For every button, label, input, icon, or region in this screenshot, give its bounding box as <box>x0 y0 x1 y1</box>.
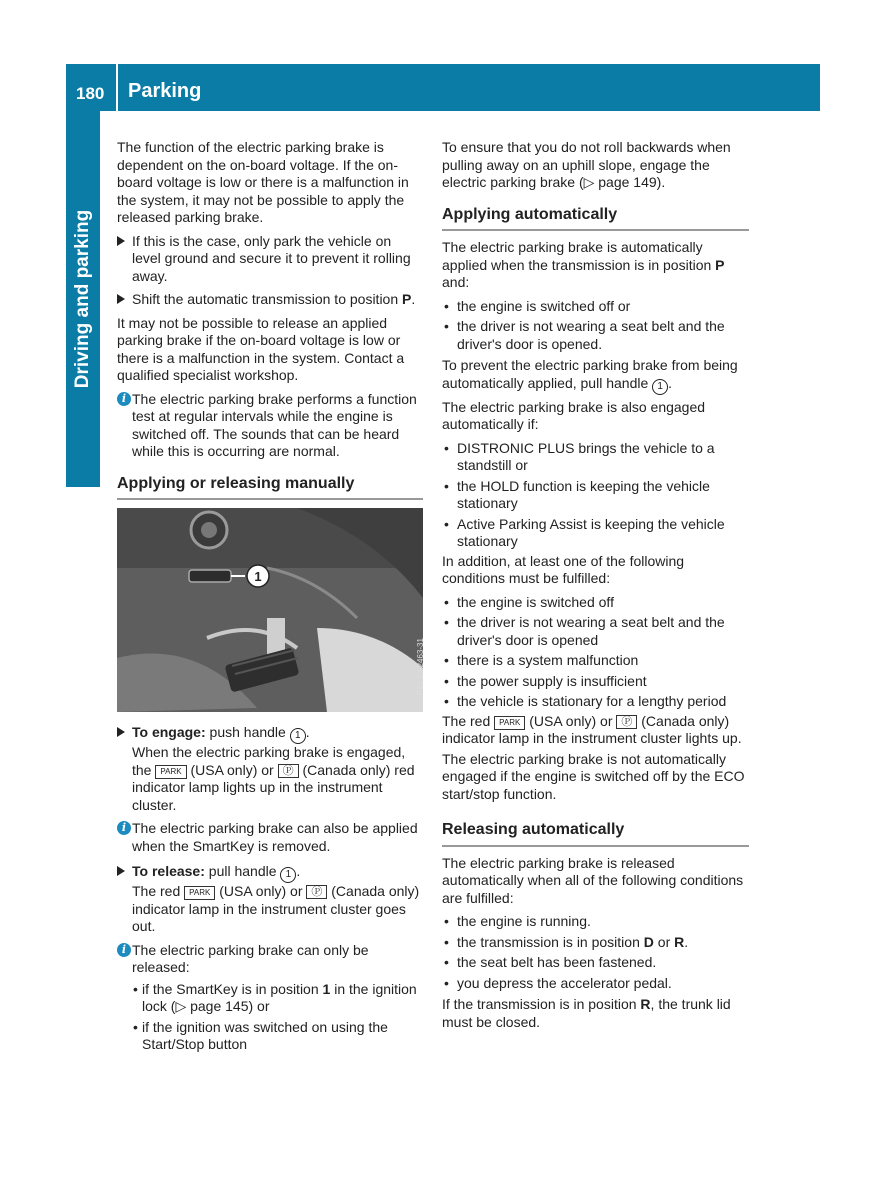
position-r: R <box>640 996 651 1012</box>
release-label: To release: <box>132 863 205 879</box>
position-d: D <box>643 933 654 950</box>
list-text: the transmission is in position <box>457 933 644 950</box>
list-text: Active Parking Assist is keeping the vehicle stationary <box>457 515 725 549</box>
note-text: The electric parking brake performs a function test at regular intervals while the engine is switched off. The sounds that can be heard while this is occurring are normal. <box>132 390 417 459</box>
list-text: in the ignition lock (▷ page 145) or <box>142 980 417 1014</box>
step-park-level <box>117 233 423 286</box>
engage-detail: (USA only) or <box>186 761 278 778</box>
bullet-dot: • <box>133 1018 138 1035</box>
apply-intro <box>442 239 749 292</box>
info-note <box>117 942 423 977</box>
bullet-dot: • <box>444 515 449 532</box>
bullet-dot: • <box>444 954 449 970</box>
chapter-label: Driving and parking <box>72 209 93 389</box>
indicator-paragraph <box>442 713 749 748</box>
engage-detail: (Canada only) red indicator lamp lights up in the instrument cluster. <box>132 761 415 813</box>
note-text: The electric parking brake can only be released: <box>132 941 369 975</box>
heading-apply: Applying automatically <box>442 206 749 232</box>
release-detail: (USA only) or <box>215 883 307 899</box>
indicator-text: (USA only) or <box>525 712 617 729</box>
apply-text: and: <box>442 274 470 290</box>
bullet-dot: • <box>444 913 449 929</box>
parking-brake-figure <box>117 508 423 712</box>
list-item <box>442 652 749 670</box>
list-text: if the ignition was switched on using the Start/Stop button <box>142 1018 388 1052</box>
handle-number: 1 <box>290 728 306 744</box>
left-column <box>117 139 423 1057</box>
indicator-text: The red <box>442 712 495 729</box>
bullet-dot: • <box>444 439 449 456</box>
p-lamp-icon: Ⓟ <box>278 764 299 778</box>
final-text: , the trunk lid must be closed. <box>442 996 731 1030</box>
list-item <box>442 614 749 649</box>
list-item <box>442 934 749 952</box>
list-item <box>442 478 749 513</box>
list-text: the engine is switched off or <box>457 297 631 314</box>
list-item <box>442 440 749 475</box>
list-item <box>442 673 749 691</box>
prevent-text: . <box>668 374 673 391</box>
handle-number: 1 <box>652 379 668 395</box>
bullet-dot: • <box>444 693 449 709</box>
info-icon: i <box>117 392 131 406</box>
prevent-paragraph <box>442 357 749 395</box>
list-text: DISTRONIC PLUS brings the vehicle to a standstill or <box>457 439 715 473</box>
step-arrow-icon <box>117 866 125 876</box>
engage-detail: When the electric parking brake is engaged, the <box>132 744 406 778</box>
list-text: the engine is switched off <box>457 593 614 610</box>
list-item <box>442 954 749 972</box>
p-lamp-icon: Ⓟ <box>616 715 637 729</box>
bullet-dot: • <box>444 614 449 630</box>
step-shift-park <box>117 291 423 309</box>
step-arrow-icon <box>117 294 125 304</box>
release-text: pull handle <box>204 863 281 879</box>
page-header <box>66 64 820 111</box>
list-text: if the SmartKey is in position <box>142 980 323 997</box>
indicator-text: (Canada only) indicator lamp in the instrument cluster lights up. <box>442 712 742 746</box>
bullet-dot: • <box>444 593 449 610</box>
p-lamp-icon: Ⓟ <box>306 885 327 899</box>
engage-text: push handle <box>205 724 290 740</box>
position-p: P <box>402 291 412 307</box>
list-item <box>442 298 749 316</box>
list-text: the engine is running. <box>457 913 591 929</box>
figure-callout: 1 <box>254 569 262 584</box>
position-r: R <box>674 933 685 950</box>
park-lamp-icon: PARK <box>494 716 525 730</box>
parking-brake-illustration <box>117 508 423 712</box>
list-item <box>442 693 749 711</box>
release-detail: (Canada only) indicator lamp in the instrument cluster goes out. <box>132 883 420 934</box>
heading-manual: Applying or releasing manually <box>117 475 423 501</box>
step-release: To release: pull handle 1 . The red PARK (USA only) or Ⓟ (Canada only) indicator lamp in the instrument cluster goes out. <box>117 863 423 936</box>
list-text: . <box>684 933 689 950</box>
page-title: Parking <box>128 80 202 102</box>
uphill-paragraph: To ensure that you do not roll backwards when pulling away on an uphill slope, engage the electric parking brake (▷ page 149). <box>442 139 731 190</box>
step-engage: To engage: push handle 1 . When the electric parking brake is engaged, the PARK (USA only) or Ⓟ (Canada only) red indicator lamp lights up in the instrument cluster. <box>117 724 423 814</box>
bullet-dot: • <box>444 318 449 334</box>
prevent-text: To prevent the electric parking brake from being automatically applied, pull handle <box>442 357 738 391</box>
bullet-dot: • <box>444 652 449 668</box>
bullet-dot: • <box>444 672 449 689</box>
info-icon: i <box>117 821 131 835</box>
park-lamp-icon: PARK <box>155 765 186 779</box>
position-1: 1 <box>322 980 331 997</box>
list-item <box>442 318 749 353</box>
list-item <box>117 981 423 1016</box>
list-item <box>442 516 749 551</box>
eco-paragraph: The electric parking brake is not automatically engaged if the engine is switched off by the ECO start/stop function. <box>442 750 745 802</box>
park-lamp-icon: PARK <box>184 886 215 900</box>
info-note <box>117 391 423 461</box>
list-text: the driver is not wearing a seat belt and the driver's door is opened <box>457 614 725 648</box>
figure-code: P42.20-2463-31 <box>415 638 425 696</box>
info-icon: i <box>117 943 131 957</box>
list-text: the vehicle is stationary for a lengthy period <box>457 693 727 709</box>
step-arrow-icon <box>117 727 125 737</box>
step-text: Shift the automatic transmission to position <box>132 291 403 307</box>
intro-paragraph: The function of the electric parking brake is dependent on the on-board voltage. If the on-board voltage is low or there is a malfunction in the system, it may not be possible to apply the released parking brake. <box>117 139 409 225</box>
release-detail: The red <box>132 883 185 899</box>
list-text: the HOLD function is keeping the vehicle stationary <box>457 477 710 511</box>
bullet-dot: • <box>444 974 449 991</box>
list-text: the seat belt has been fastened. <box>457 954 657 970</box>
position-p: P <box>715 256 725 273</box>
list-text: or <box>653 933 675 950</box>
trunk-paragraph <box>442 996 749 1031</box>
step-text: If this is the case, only park the vehicle on level ground and secure it to prevent it rolling away. <box>132 232 411 284</box>
info-note <box>117 820 423 855</box>
bullet-dot: • <box>444 297 449 314</box>
release-intro: The electric parking brake is released automatically when all of the following conditions are fulfilled: <box>442 854 744 906</box>
list-item <box>442 975 749 993</box>
release-warning-paragraph: It may not be possible to release an applied parking brake if the on-board voltage is low or there is a malfunction in the system. Contact a qualified specialist workshop. <box>117 314 405 383</box>
step-arrow-icon <box>117 236 125 246</box>
list-text: the power supply is insufficient <box>457 672 647 689</box>
list-item <box>442 913 749 931</box>
chapter-tab <box>66 111 100 487</box>
final-text: If the transmission is in position <box>442 996 641 1012</box>
page-number: 180 <box>76 84 105 103</box>
list-item <box>442 594 749 612</box>
apply-text: The electric parking brake is automatically applied when the transmission is in position <box>442 239 716 273</box>
bullet-dot: • <box>444 477 449 494</box>
step-text-end: . <box>411 291 416 307</box>
list-item <box>117 1019 423 1054</box>
list-text: there is a system malfunction <box>457 652 639 668</box>
note-text: The electric parking brake can also be applied when the SmartKey is removed. <box>132 820 418 854</box>
bullet-dot: • <box>444 933 449 950</box>
right-column <box>442 139 749 1037</box>
header-divider <box>116 64 118 111</box>
addition-paragraph: In addition, at least one of the following conditions must be fulfilled: <box>442 552 685 586</box>
list-text: the driver is not wearing a seat belt and the driver's door is opened. <box>457 318 725 352</box>
bullet-dot: • <box>133 980 138 997</box>
engage-label: To engage: <box>132 724 206 740</box>
handle-number: 1 <box>280 867 296 883</box>
list-text: you depress the accelerator pedal. <box>457 974 672 991</box>
heading-release: Releasing automatically <box>442 821 749 847</box>
also-engaged-paragraph: The electric parking brake is also engaged automatically if: <box>442 398 706 432</box>
